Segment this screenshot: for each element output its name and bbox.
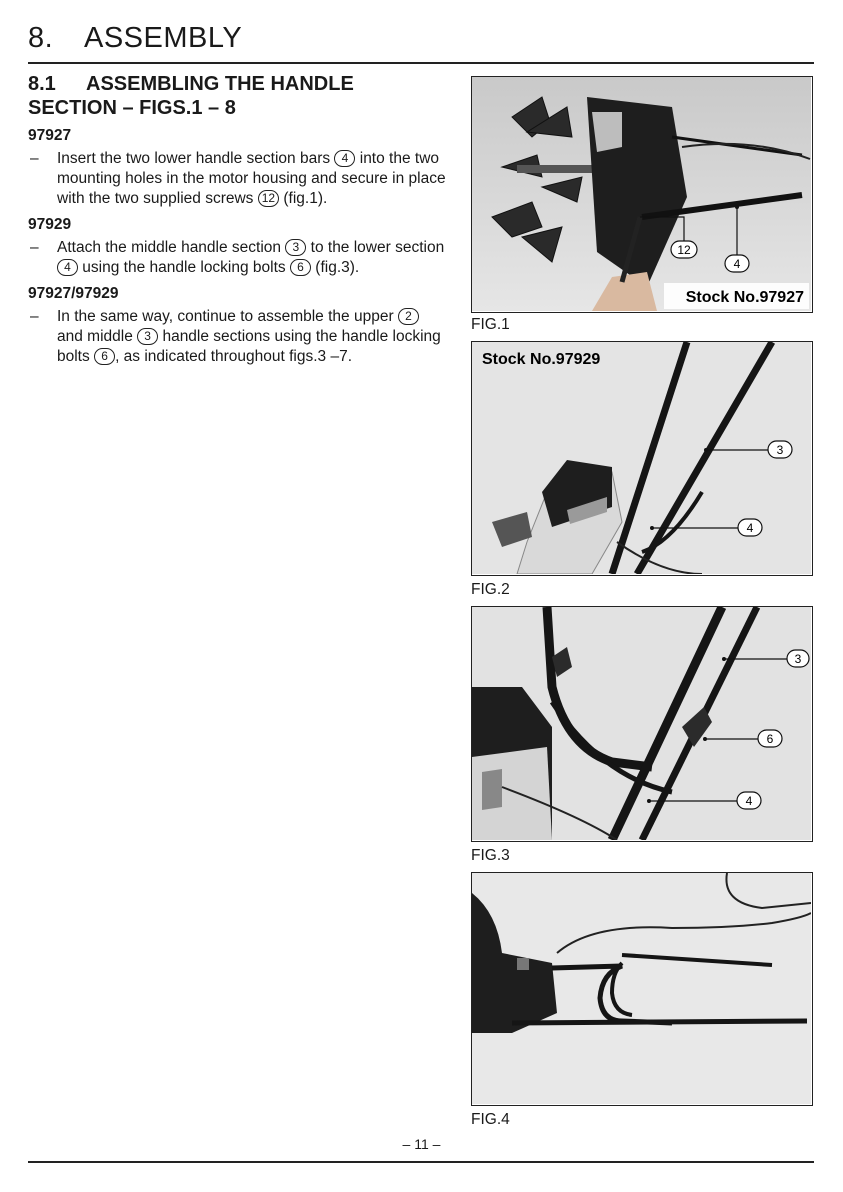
figure-2-callout-3: 3 [776, 443, 784, 457]
figure-1-photo [471, 76, 813, 313]
callout-badge: 6 [290, 259, 311, 276]
model-heading: 97927/97929 [28, 285, 119, 302]
subsection-number: 8.1 [28, 73, 56, 95]
footer-divider [28, 1161, 814, 1163]
figure-2-caption: FIG.2 [471, 581, 510, 598]
callout-badge: 4 [334, 150, 355, 167]
figure-2-callout-4: 4 [746, 521, 754, 535]
callout-badge: 4 [57, 259, 78, 276]
section-number: 8. [28, 22, 54, 54]
figure-1-caption: FIG.1 [471, 316, 510, 333]
bullet-dash: – [30, 150, 39, 167]
figure-1-callout-12: 12 [677, 243, 691, 257]
callout-badge: 3 [285, 239, 306, 256]
figure-4-photo [471, 872, 813, 1106]
callout-badge: 6 [94, 348, 115, 365]
title-divider [28, 62, 814, 64]
page-number: – 11 – [402, 1136, 441, 1152]
figure-3-caption: FIG.3 [471, 847, 510, 864]
subsection-title-line2: SECTION – FIGS.1 – 8 [28, 97, 236, 119]
callout-badge: 2 [398, 308, 419, 325]
callout-badge: 3 [137, 328, 158, 345]
figure-1-stock-label: Stock No.97927 [685, 289, 804, 306]
figure-3-photo [471, 606, 813, 842]
instruction-item: – In the same way, continue to assemble the upper 2 and middle 3 handle sections using the handle locking bolts 6 , as indicated throughout figs.3 –7. [30, 308, 441, 365]
section-title [28, 22, 242, 55]
instruction-item: – Attach the middle handle section 3 to the lower section 4 using the handle locking bolts 6 (fig.3). [30, 239, 445, 276]
instruction-item: – Insert the two lower handle section bars 4 into the two mounting holes in the motor housing and secure in place with the two supplied screws 12 (fig.1). [30, 150, 446, 207]
callout-badge: 12 [258, 190, 279, 207]
figure-2-photo [471, 341, 813, 576]
subsection-title-line1: ASSEMBLING THE HANDLE [86, 73, 354, 95]
model-heading: 97927 [28, 127, 72, 144]
bullet-dash: – [30, 239, 39, 256]
bullet-dash: – [30, 308, 39, 325]
section-title-text: ASSEMBLY [84, 22, 243, 54]
model-heading: 97929 [28, 216, 72, 233]
subsection-heading [28, 72, 448, 120]
figure-3-callout-4: 4 [745, 794, 753, 808]
figure-2-stock-label: Stock No.97929 [482, 351, 601, 368]
figure-1-callout-4: 4 [733, 257, 741, 271]
figure-4-caption: FIG.4 [471, 1111, 510, 1128]
instructions-column [28, 72, 448, 367]
figure-3-callout-3: 3 [794, 652, 802, 666]
figure-3-callout-6: 6 [766, 732, 774, 746]
